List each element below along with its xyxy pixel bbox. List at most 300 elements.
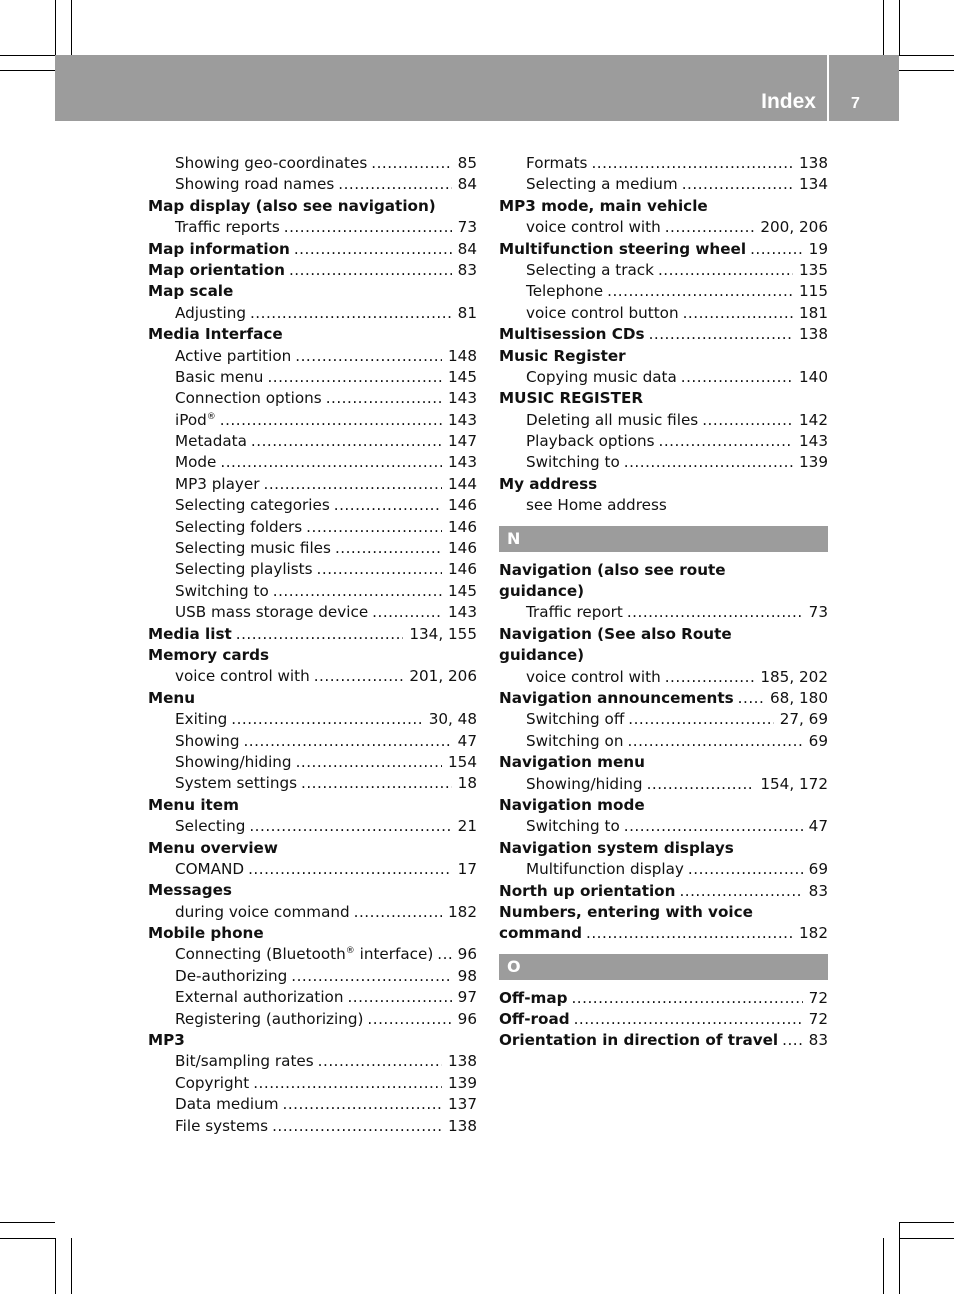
index-subentry [148, 902, 477, 923]
index-subentry [148, 581, 477, 602]
entry-label-text: COMAND [175, 859, 245, 878]
index-subentry [148, 538, 477, 559]
page-reference[interactable]: 200, 206 [760, 218, 828, 237]
page-reference[interactable]: 138 [448, 1116, 477, 1135]
page-reference[interactable]: 201, 206 [409, 667, 477, 686]
entry-label-text: Copyright [175, 1073, 250, 1092]
page-reference[interactable]: 143 [799, 432, 828, 451]
dot-leader [683, 303, 793, 324]
index-subentry [499, 602, 828, 623]
index-heading: MP3 [148, 1031, 185, 1050]
entry-label-text: Traffic reports [175, 218, 280, 237]
section-letter-bar: O [499, 954, 828, 980]
entry-label-text: Connection options [175, 389, 322, 408]
index-heading: Map display (also see navigation) [148, 196, 436, 215]
page-reference[interactable]: 182 [799, 924, 828, 943]
page-reference[interactable]: 138 [799, 325, 828, 344]
page-reference[interactable]: 139 [448, 1073, 477, 1092]
index-entry [499, 324, 828, 345]
entry-label-text: iPod [175, 410, 207, 429]
page-reference[interactable]: 134 [799, 175, 828, 194]
page-reference[interactable]: 84 [457, 239, 477, 258]
index-subentry [148, 367, 477, 388]
index-heading: guidance) [499, 646, 585, 665]
index-heading: Menu [148, 688, 196, 707]
entry-label [175, 474, 260, 495]
index-subentry [148, 217, 477, 238]
entry-label-text: Active partition [175, 346, 292, 365]
entry-label-text: Navigation announcements [499, 688, 734, 707]
entry-label-text: Mode [175, 453, 217, 472]
dot-leader [264, 474, 443, 495]
dot-leader [273, 581, 442, 602]
dot-leader [627, 602, 803, 623]
page-reference[interactable]: 143 [448, 453, 477, 472]
page-reference[interactable]: 85 [457, 154, 477, 172]
dot-leader [591, 153, 793, 174]
entry-label-text: Showing road names [175, 175, 335, 194]
page-reference[interactable]: 140 [799, 367, 828, 386]
entry-label [499, 324, 645, 345]
dot-leader [231, 709, 422, 730]
entry-label [148, 239, 290, 260]
index-entry [148, 624, 477, 645]
dot-leader [243, 731, 451, 752]
dot-leader [335, 538, 442, 559]
page-reference[interactable]: 69 [808, 860, 828, 879]
crop-mark [899, 55, 954, 56]
dot-leader [647, 774, 755, 795]
index-subentry [148, 816, 477, 837]
page-reference[interactable]: 143 [448, 389, 477, 408]
entry-label [175, 987, 343, 1008]
dot-leader [284, 217, 452, 238]
index-subentry [148, 731, 477, 752]
index-subentry [148, 174, 477, 195]
entry-label [526, 816, 620, 837]
entry-label-text: command [499, 924, 583, 943]
index-subentry [499, 859, 828, 880]
entry-label [526, 303, 679, 324]
index-subentry [148, 559, 477, 580]
page-reference[interactable]: 182 [448, 902, 477, 921]
page-reference[interactable]: 72 [808, 1010, 828, 1029]
entry-label [499, 239, 746, 260]
crop-mark [899, 1222, 954, 1223]
entry-label-text: Selecting a medium [526, 175, 678, 194]
index-column-right [499, 153, 828, 1052]
entry-label [175, 538, 331, 559]
index-subentry [148, 517, 477, 538]
page-reference[interactable]: 146 [448, 496, 477, 515]
entry-label [175, 1051, 314, 1072]
index-subentry [148, 1009, 477, 1030]
dot-leader [301, 773, 452, 794]
entry-label [175, 153, 367, 174]
entry-label-text: Adjusting [175, 303, 246, 322]
dot-leader [283, 1094, 442, 1115]
entry-label [175, 495, 330, 516]
index-entry [499, 1030, 828, 1051]
index-subentry [499, 731, 828, 752]
entry-label-text: Switching to [175, 581, 269, 600]
index-subentry [148, 602, 477, 623]
dot-leader [334, 495, 442, 516]
index-heading: MP3 mode, main vehicle [499, 196, 708, 215]
page-reference[interactable]: 148 [448, 346, 477, 365]
page-reference[interactable]: 97 [457, 988, 477, 1007]
entry-label [175, 944, 433, 965]
dot-leader [679, 881, 802, 902]
entry-label-text: Switching to [526, 817, 620, 836]
dot-leader [291, 966, 451, 987]
page-reference[interactable]: 96 [457, 1009, 477, 1028]
entry-label-text: Off-road [499, 1010, 570, 1029]
index-heading: Numbers, entering with voice [499, 902, 753, 921]
index-heading: Menu overview [148, 838, 278, 857]
entry-label-text: Selecting [175, 817, 246, 836]
page-reference[interactable]: 30, 48 [428, 710, 477, 729]
entry-label-text: Switching to [526, 453, 620, 472]
dot-leader [659, 431, 793, 452]
page-reference[interactable]: 98 [457, 966, 477, 985]
page-reference[interactable]: 83 [808, 881, 828, 900]
dot-leader [347, 987, 451, 1008]
entry-label-text: Map information [148, 239, 290, 258]
index-heading: Menu item [148, 795, 239, 814]
page-reference[interactable]: 145 [448, 581, 477, 600]
entry-label-text: Telephone [526, 282, 604, 301]
page-reference[interactable]: 185, 202 [760, 667, 828, 686]
index-subentry [148, 495, 477, 516]
entry-label-text: USB mass storage device [175, 603, 369, 622]
index-heading: Music Register [499, 346, 626, 365]
index-subentry [148, 966, 477, 987]
index-subentry [148, 987, 477, 1008]
dot-leader [318, 1051, 442, 1072]
dot-leader [665, 217, 755, 238]
page-reference[interactable]: 154 [448, 752, 477, 771]
page-number: 7 [851, 95, 860, 112]
entry-label-text: External authorization [175, 988, 344, 1007]
dot-leader [586, 923, 793, 944]
page-reference[interactable]: 83 [457, 260, 477, 279]
entry-label [526, 452, 620, 473]
entry-label-text: Selecting a track [526, 260, 654, 279]
page-reference[interactable]: 18 [457, 774, 477, 793]
page-reference[interactable]: 145 [448, 367, 477, 386]
entry-label-text: Switching off [526, 710, 625, 729]
index-subentry [499, 153, 828, 174]
crop-mark [71, 1238, 72, 1294]
entry-label-text: Showing [175, 731, 240, 750]
entry-label-text: Deleting all music files [526, 410, 699, 429]
page-reference[interactable]: 115 [799, 282, 828, 301]
page-reference[interactable]: 139 [799, 453, 828, 472]
entry-label-text: Off-map [499, 988, 568, 1007]
dot-leader [658, 260, 793, 281]
dot-leader [682, 174, 793, 195]
index-heading: guidance) [499, 582, 585, 601]
entry-label-text: Showing geo-coordinates [175, 154, 368, 172]
entry-label-text: Selecting music files [175, 539, 331, 558]
entry-label-text: Bit/sampling rates [175, 1052, 314, 1071]
entry-label [175, 731, 239, 752]
entry-label-text: Metadata [175, 432, 247, 451]
entry-label-text: voice control button [526, 303, 679, 322]
entry-label [526, 410, 698, 431]
entry-label [175, 602, 368, 623]
page-reference[interactable]: 69 [808, 731, 828, 750]
index-subentry [148, 431, 477, 452]
entry-label-text: Selecting categories [175, 496, 330, 515]
registered-mark: ® [206, 411, 216, 422]
index-entry [499, 239, 828, 260]
dot-leader [688, 859, 803, 880]
entry-label-text: Formats [526, 154, 588, 172]
index-subentry [499, 260, 828, 281]
index-subentry [148, 153, 477, 174]
page-reference[interactable]: 134, 155 [409, 624, 477, 643]
page-reference[interactable]: 19 [808, 239, 828, 258]
entry-label [526, 217, 661, 238]
index-subentry [499, 174, 828, 195]
entry-label [526, 281, 603, 302]
crop-mark [0, 70, 55, 71]
page-reference[interactable]: 147 [448, 432, 477, 451]
dot-leader [627, 731, 802, 752]
page-reference[interactable]: 142 [799, 410, 828, 429]
index-subentry [499, 410, 828, 431]
dot-leader [628, 709, 773, 730]
index-subentry [148, 944, 477, 965]
dot-leader [371, 153, 451, 174]
entry-label [526, 602, 623, 623]
entry-label [499, 1009, 570, 1030]
page-reference[interactable]: 84 [457, 175, 477, 194]
entry-label-text: Playback options [526, 432, 655, 451]
header-divider [827, 55, 829, 121]
page-reference[interactable]: 144 [448, 474, 477, 493]
index-heading: Messages [148, 881, 232, 900]
page-reference[interactable]: 47 [457, 731, 477, 750]
index-subentry [148, 859, 477, 880]
crop-mark [899, 70, 954, 71]
page-reference[interactable]: 17 [457, 859, 477, 878]
crop-mark [0, 1238, 55, 1239]
index-heading: Navigation mode [499, 795, 645, 814]
page-reference[interactable]: 135 [799, 260, 828, 279]
page-title: Index [761, 90, 816, 113]
page-reference[interactable]: 143 [448, 410, 477, 429]
index-subentry [148, 1051, 477, 1072]
dot-leader [571, 988, 802, 1009]
entry-label [148, 260, 285, 281]
entry-label-text: File systems [175, 1116, 269, 1135]
entry-label [175, 1073, 249, 1094]
entry-label [175, 752, 292, 773]
dot-leader [681, 367, 793, 388]
page-reference[interactable]: 73 [808, 603, 828, 622]
index-heading: Memory cards [148, 645, 270, 664]
entry-label [175, 559, 313, 580]
page-reference[interactable]: 146 [448, 517, 477, 536]
dot-leader [296, 752, 442, 773]
entry-label-text: during voice command [175, 902, 350, 921]
index-subentry [148, 388, 477, 409]
entry-label [175, 1094, 279, 1115]
index-subentry [148, 666, 477, 687]
index-column-left [148, 153, 477, 1137]
dot-leader [294, 239, 452, 260]
dot-leader [249, 816, 451, 837]
entry-label [175, 452, 216, 473]
dot-leader [338, 174, 451, 195]
index-entry [499, 688, 828, 709]
entry-label-text: Multifunction steering wheel [499, 239, 747, 258]
page-reference[interactable]: 143 [448, 603, 477, 622]
section-letter-bar: N [499, 526, 828, 552]
dot-leader [236, 624, 404, 645]
entry-label [499, 988, 567, 1009]
entry-label-text: voice control with [526, 218, 661, 237]
index-heading: Mobile phone [148, 924, 264, 943]
entry-label-text: Showing/hiding [175, 752, 292, 771]
dot-leader [250, 303, 452, 324]
entry-label [526, 174, 678, 195]
page-reference[interactable]: 181 [799, 303, 828, 322]
page-reference[interactable]: 154, 172 [760, 774, 828, 793]
dot-leader [738, 688, 764, 709]
dot-leader [649, 324, 793, 345]
index-heading: MUSIC REGISTER [499, 389, 644, 408]
entry-label-text: MP3 player [175, 474, 260, 493]
index-heading: My address [499, 474, 598, 493]
entry-label-text: Switching on [526, 731, 624, 750]
index-cross-reference: see Home address [526, 496, 667, 515]
index-subentry [499, 667, 828, 688]
entry-label-text: Multisession CDs [499, 325, 645, 344]
entry-label-text: Selecting playlists [175, 560, 313, 579]
entry-label [526, 367, 677, 388]
page-reference[interactable]: 137 [448, 1095, 477, 1114]
entry-label [526, 667, 661, 688]
entry-label [499, 1030, 778, 1051]
entry-label-text: Copying music data [526, 367, 677, 386]
index-heading: Navigation (also see route [499, 560, 726, 579]
crop-mark [899, 0, 900, 55]
page-reference[interactable]: 83 [808, 1031, 828, 1050]
page-reference[interactable]: 27, 69 [779, 710, 828, 729]
entry-label [175, 388, 322, 409]
dot-leader [295, 346, 442, 367]
index-subentry [148, 773, 477, 794]
entry-label [148, 624, 232, 645]
entry-label [175, 581, 269, 602]
entry-label [175, 966, 287, 987]
dot-leader [289, 260, 452, 281]
entry-label-text: voice control with [526, 667, 661, 686]
entry-label [175, 773, 297, 794]
entry-label-text: Registering (authorizing) [175, 1009, 364, 1028]
crop-mark [883, 0, 884, 55]
entry-label-text: De-authorizing [175, 966, 288, 985]
dot-leader [267, 367, 442, 388]
page-reference[interactable]: 72 [808, 988, 828, 1007]
index-heading: Navigation system displays [499, 838, 734, 857]
index-subentry [148, 1116, 477, 1137]
entry-label [175, 431, 247, 452]
page-reference[interactable]: 146 [448, 560, 477, 579]
index-subentry [148, 709, 477, 730]
crop-mark [55, 1238, 56, 1294]
entry-label-text: Multifunction display [526, 860, 684, 879]
crop-mark [71, 0, 72, 55]
index-entry [148, 239, 477, 260]
entry-label-text: Traffic report [526, 603, 623, 622]
page-reference[interactable]: 68, 180 [770, 688, 828, 707]
page-reference[interactable]: 138 [799, 154, 828, 172]
page-reference[interactable]: 96 [457, 945, 477, 964]
index-subentry [499, 709, 828, 730]
crop-mark [0, 1222, 55, 1223]
page-reference[interactable]: 21 [457, 817, 477, 836]
entry-label-text: Data medium [175, 1095, 279, 1114]
page-reference[interactable]: 146 [448, 539, 477, 558]
index-heading: Map scale [148, 282, 234, 301]
crop-mark [0, 55, 55, 56]
entry-label [175, 816, 245, 837]
dot-leader [272, 1116, 442, 1137]
index-subentry [148, 452, 477, 473]
dot-leader [317, 559, 442, 580]
page-reference[interactable]: 73 [457, 218, 477, 237]
entry-label-text: Exiting [175, 710, 228, 729]
dot-leader [750, 239, 803, 260]
entry-label [499, 923, 582, 944]
entry-label [175, 666, 310, 687]
index-subentry [499, 281, 828, 302]
dot-leader [624, 452, 793, 473]
dot-leader [248, 859, 452, 880]
index-subentry [499, 303, 828, 324]
entry-label [526, 774, 643, 795]
entry-label [499, 881, 675, 902]
index-subentry [499, 816, 828, 837]
entry-label [526, 260, 654, 281]
index-entry [499, 1009, 828, 1030]
entry-label [175, 217, 280, 238]
index-subentry [499, 217, 828, 238]
entry-label [526, 731, 623, 752]
page-reference[interactable]: 47 [808, 817, 828, 836]
entry-label-text: Connecting (Bluetooth [175, 945, 346, 964]
crop-mark [899, 1238, 954, 1239]
index-subentry [499, 367, 828, 388]
index-subentry [499, 774, 828, 795]
index-entry [499, 923, 828, 944]
entry-label [175, 410, 216, 431]
dot-leader [354, 902, 442, 923]
entry-label-text: Map orientation [148, 260, 285, 279]
dot-leader [665, 667, 755, 688]
dot-leader [782, 1030, 803, 1051]
entry-label [175, 709, 227, 730]
page-reference[interactable]: 81 [457, 303, 477, 322]
dot-leader [306, 517, 442, 538]
entry-label [175, 303, 246, 324]
page-reference[interactable]: 138 [448, 1052, 477, 1071]
